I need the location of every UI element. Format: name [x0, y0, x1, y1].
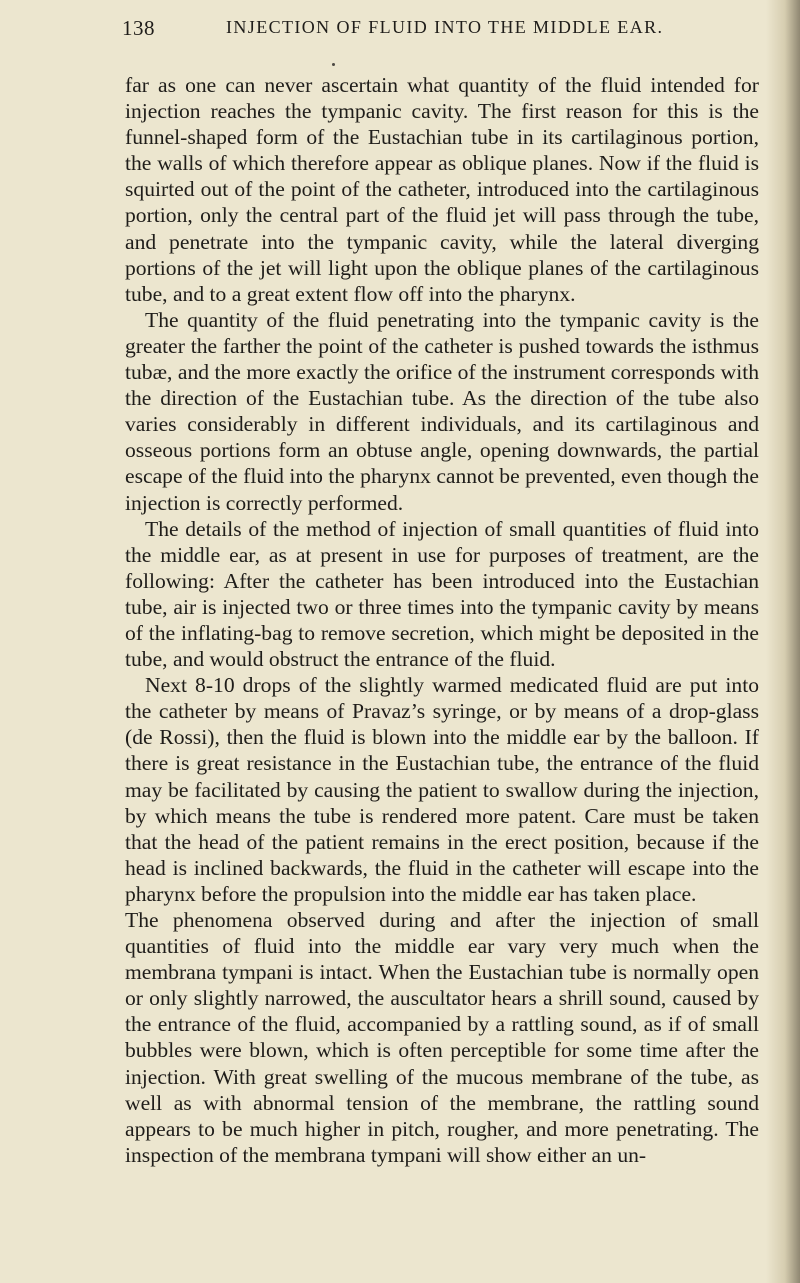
page-number: 138	[122, 16, 155, 40]
paragraph-5: The phenomena observed during and after the injection of small quantities of fluid into the middle ear vary very much when the membrana tympani is intact. When the Eustachian tube is normally open or only slightly narrowed, the auscultator hears a shrill sound, caused by the entrance of the fluid, accompanied by a rattling sound, as if of small bubbles were blown, which is often perceptible for some time after the injection. With great swelling of the mucous membrane of the tube, as well as with abnormal tension of the membrane, the rattling sound appears to be much higher in pitch, rougher, and more penetrating. The inspection of the membrana tympani will show either an un-	[125, 908, 759, 1167]
paragraph-2: The quantity of the fluid penetrating into the tympanic cavity is the greater the farther the point of the catheter is pushed towards the isthmus tubæ, and the more exactly the orifice of the instrument corresponds with the direction of the Eustachian tube. As the direction of the tube also varies considerably in different individuals, and its cartilaginous and osseous portions form an obtuse angle, opening downwards, the partial escape of the fluid into the pharynx cannot be prevented, even though the injection is correctly performed.	[125, 307, 759, 515]
page-header	[122, 16, 682, 52]
paragraph-1: far as one can never ascertain what quantity of the fluid intended for injection reaches the tympanic cavity. The first reason for this is the funnel-shaped form of the Eustachian tube in its cartilaginous portion, the walls of which therefore appear as oblique planes. Now if the fluid is squirted out of the point of the catheter, introduced into the cartilaginous portion, only the central part of the fluid jet will pass through the tube, and penetrate into the tympanic cavity, while the lateral diverging portions of the jet will light upon the oblique planes of the cartilaginous tube, and to a great extent flow off into the pharynx.	[125, 73, 759, 306]
ink-speck	[332, 63, 335, 66]
body-text	[125, 72, 759, 1168]
page-edge-shadow	[766, 0, 800, 1283]
paragraph-3: The details of the method of injection of small quantities of fluid into the middle ear, as at present in use for purposes of treatment, are the following: After the catheter has been introduced into the Eustachian tube, air is injected two or three times into the tympanic cavity by means of the inflating-bag to remove secretion, which might be deposited in the tube, and would obstruct the entrance of the fluid.	[125, 516, 759, 672]
running-title: INJECTION OF FLUID INTO THE MIDDLE EAR.	[226, 17, 664, 37]
paragraph-4: Next 8-10 drops of the slightly warmed medicated fluid are put into the catheter by means of Pravaz’s syringe, or by means of a drop-glass (de Rossi), then the fluid is blown into the middle ear by the balloon. If there is great resistance in the Eustachian tube, the entrance of the fluid may be facilitated by causing the patient to swallow during the injection, by which means the tube is rendered more patent. Care must be taken that the head of the patient remains in the erect position, because if the head is inclined backwards, the fluid in the catheter will escape into the pharynx before the propulsion into the middle ear has taken place.	[125, 673, 759, 906]
